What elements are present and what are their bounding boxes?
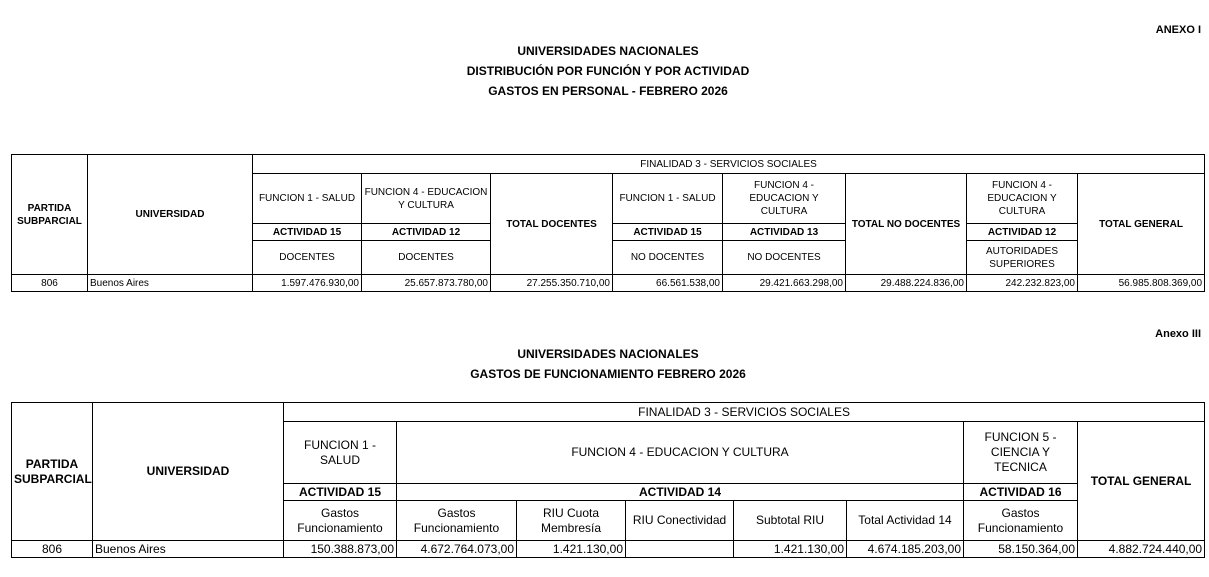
header-total-actividad-14: Total Actividad 14 xyxy=(847,501,964,541)
annex-3-label: Anexo III xyxy=(1155,328,1201,340)
header-gastos-funcionamiento-2: Gastos Funcionamiento xyxy=(397,501,517,541)
annex-1-label: ANEXO I xyxy=(1155,24,1201,36)
cell-value: 25.657.873.780,00 xyxy=(362,275,491,292)
header-funcion-4-educacion-nd: FUNCION 4 - EDUCACION Y CULTURA xyxy=(723,174,846,224)
header-actividad-15: ACTIVIDAD 15 xyxy=(253,224,362,241)
annex-1-subtitle-2: GASTOS EN PERSONAL - FEBRERO 2026 xyxy=(488,84,728,98)
header-finalidad: FINALIDAD 3 - SERVICIOS SOCIALES xyxy=(284,403,1205,422)
header-funcion-4-educacion-aut: FUNCION 4 - EDUCACION Y CULTURA xyxy=(967,174,1078,224)
header-finalidad: FINALIDAD 3 - SERVICIOS SOCIALES xyxy=(253,155,1205,174)
header-actividad-12: ACTIVIDAD 12 xyxy=(362,224,491,241)
header-riu-conectividad: RIU Conectividad xyxy=(626,501,734,541)
header-universidad: UNIVERSIDAD xyxy=(93,403,284,541)
header-funcion-1-salud-nd: FUNCION 1 - SALUD xyxy=(613,174,723,224)
header-docentes-2: DOCENTES xyxy=(362,241,491,275)
annex-1-subtitle: DISTRIBUCIÓN POR FUNCIÓN Y POR ACTIVIDAD xyxy=(466,64,750,78)
cell-universidad: Buenos Aires xyxy=(88,275,253,292)
personnel-expenses-table xyxy=(11,154,1205,292)
header-total-general: TOTAL GENERAL xyxy=(1078,174,1205,275)
cell-value: 29.488.224.836,00 xyxy=(846,275,967,292)
header-subtotal-riu: Subtotal RIU xyxy=(734,501,847,541)
cell-value: 56.985.808.369,00 xyxy=(1078,275,1205,292)
header-funcion-4-educacion: FUNCION 4 - EDUCACION Y CULTURA xyxy=(397,422,964,484)
cell-value: 4.674.185.203,00 xyxy=(847,541,964,558)
header-partida: PARTIDA SUBPARCIAL xyxy=(12,403,93,541)
annex-3-title: UNIVERSIDADES NACIONALES xyxy=(517,347,699,361)
header-universidad: UNIVERSIDAD xyxy=(88,155,253,275)
header-total-general: TOTAL GENERAL xyxy=(1078,422,1205,541)
header-actividad-13: ACTIVIDAD 13 xyxy=(723,224,846,241)
header-no-docentes: NO DOCENTES xyxy=(613,241,723,275)
header-actividad-16: ACTIVIDAD 16 xyxy=(964,484,1078,501)
header-funcion-1-salud: FUNCION 1 - SALUD xyxy=(253,174,362,224)
cell-value: 1.421.130,00 xyxy=(734,541,847,558)
cell-value: 58.150.364,00 xyxy=(964,541,1078,558)
header-autoridades-superiores: AUTORIDADES SUPERIORES xyxy=(967,241,1078,275)
cell-partida: 806 xyxy=(12,275,88,292)
cell-value: 27.255.350.710,00 xyxy=(491,275,613,292)
header-gastos-funcionamiento-3: Gastos Funcionamiento xyxy=(964,501,1078,541)
cell-value: 150.388.873,00 xyxy=(284,541,397,558)
annex-3-subtitle: GASTOS DE FUNCIONAMIENTO FEBRERO 2026 xyxy=(470,367,746,381)
cell-value xyxy=(626,541,734,558)
header-funcion-4-educacion: FUNCION 4 - EDUCACION Y CULTURA xyxy=(362,174,491,224)
cell-value: 1.597.476.930,00 xyxy=(253,275,362,292)
header-partida: PARTIDA SUBPARCIAL xyxy=(12,155,88,275)
header-funcion-5-ciencia: FUNCION 5 - CIENCIA Y TECNICA xyxy=(964,422,1078,484)
cell-value: 66.561.538,00 xyxy=(613,275,723,292)
header-no-docentes-2: NO DOCENTES xyxy=(723,241,846,275)
cell-universidad: Buenos Aires xyxy=(93,541,284,558)
table-row xyxy=(12,541,1205,558)
header-docentes: DOCENTES xyxy=(253,241,362,275)
cell-value: 29.421.663.298,00 xyxy=(723,275,846,292)
cell-value: 4.882.724.440,00 xyxy=(1078,541,1205,558)
header-gastos-funcionamiento: Gastos Funcionamiento xyxy=(284,501,397,541)
cell-value: 242.232.823,00 xyxy=(967,275,1078,292)
cell-value: 1.421.130,00 xyxy=(517,541,626,558)
header-total-docentes: TOTAL DOCENTES xyxy=(491,174,613,275)
header-total-no-docentes: TOTAL NO DOCENTES xyxy=(846,174,967,275)
cell-partida: 806 xyxy=(12,541,93,558)
header-actividad-14: ACTIVIDAD 14 xyxy=(397,484,964,501)
header-actividad-15: ACTIVIDAD 15 xyxy=(284,484,397,501)
operating-expenses-table xyxy=(11,402,1205,558)
cell-value: 4.672.764.073,00 xyxy=(397,541,517,558)
header-actividad-12-aut: ACTIVIDAD 12 xyxy=(967,224,1078,241)
header-riu-cuota: RIU Cuota Membresía xyxy=(517,501,626,541)
annex-1-title: UNIVERSIDADES NACIONALES xyxy=(517,44,699,58)
header-funcion-1-salud: FUNCION 1 - SALUD xyxy=(284,422,397,484)
header-actividad-15-nd: ACTIVIDAD 15 xyxy=(613,224,723,241)
table-row xyxy=(12,275,1205,292)
